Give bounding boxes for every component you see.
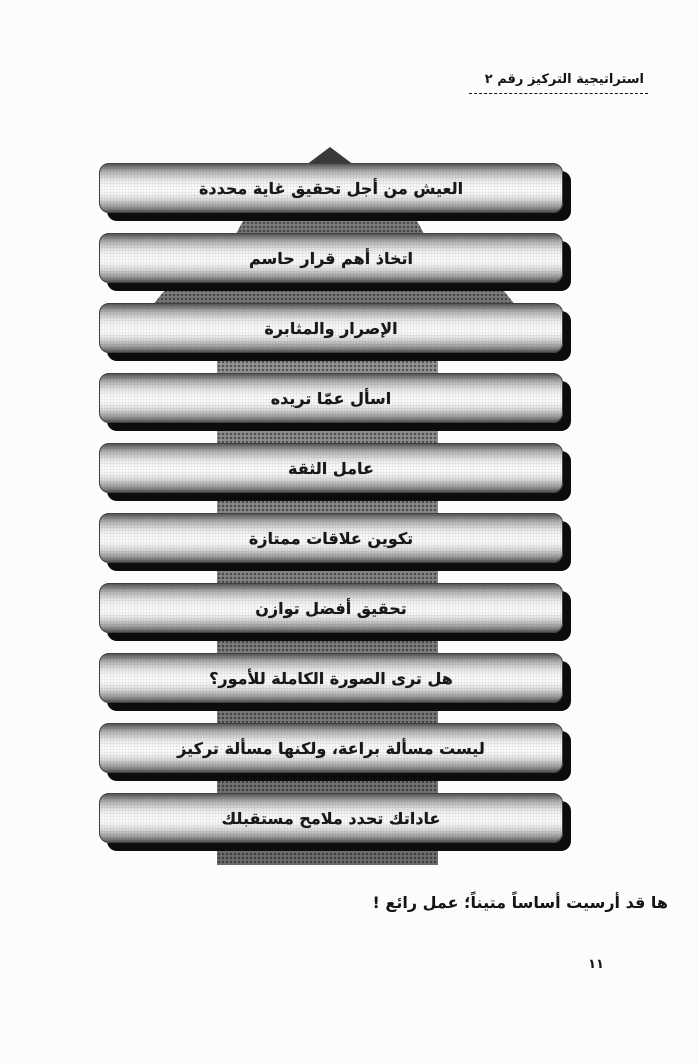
bar-label: ليست مسألة براعة، ولكنها مسألة تركيز bbox=[177, 738, 485, 758]
bar-label: تحقيق أفضل توازن bbox=[255, 598, 407, 618]
footer-note: ها قد أرسيت أساساً متيناً؛ عمل رائع ! bbox=[372, 893, 668, 912]
bar-label: العيش من أجل تحقيق غاية محددة bbox=[198, 178, 464, 198]
bar-label: اتخاذ أهم قرار حاسم bbox=[248, 248, 414, 268]
bar-label: الإصرار والمثابرة bbox=[264, 318, 398, 338]
diagram-bar bbox=[99, 303, 563, 353]
bar-label: عامل الثقة bbox=[288, 458, 374, 478]
chapter-header: استراتيجية التركيز رقم ٢ bbox=[469, 72, 648, 94]
bar-label: اسأل عمّا تريده bbox=[270, 388, 392, 408]
diagram-bar bbox=[99, 163, 563, 213]
diagram-bar bbox=[99, 583, 563, 633]
diagram-bar bbox=[99, 653, 563, 703]
bar-label: عاداتك تحدد ملامح مستقبلك bbox=[221, 808, 441, 828]
page-number: ١١ bbox=[588, 957, 604, 972]
bar-label: هل ترى الصورة الكاملة للأمور؟ bbox=[209, 668, 453, 688]
diagram-bar bbox=[99, 373, 563, 423]
diagram-bar bbox=[99, 723, 563, 773]
bar-label: تكوين علاقات ممتازة bbox=[248, 528, 414, 548]
diagram-bar bbox=[99, 233, 563, 283]
diagram-bar bbox=[99, 443, 563, 493]
diagram-bar bbox=[99, 513, 563, 563]
diagram-bar bbox=[99, 793, 563, 843]
